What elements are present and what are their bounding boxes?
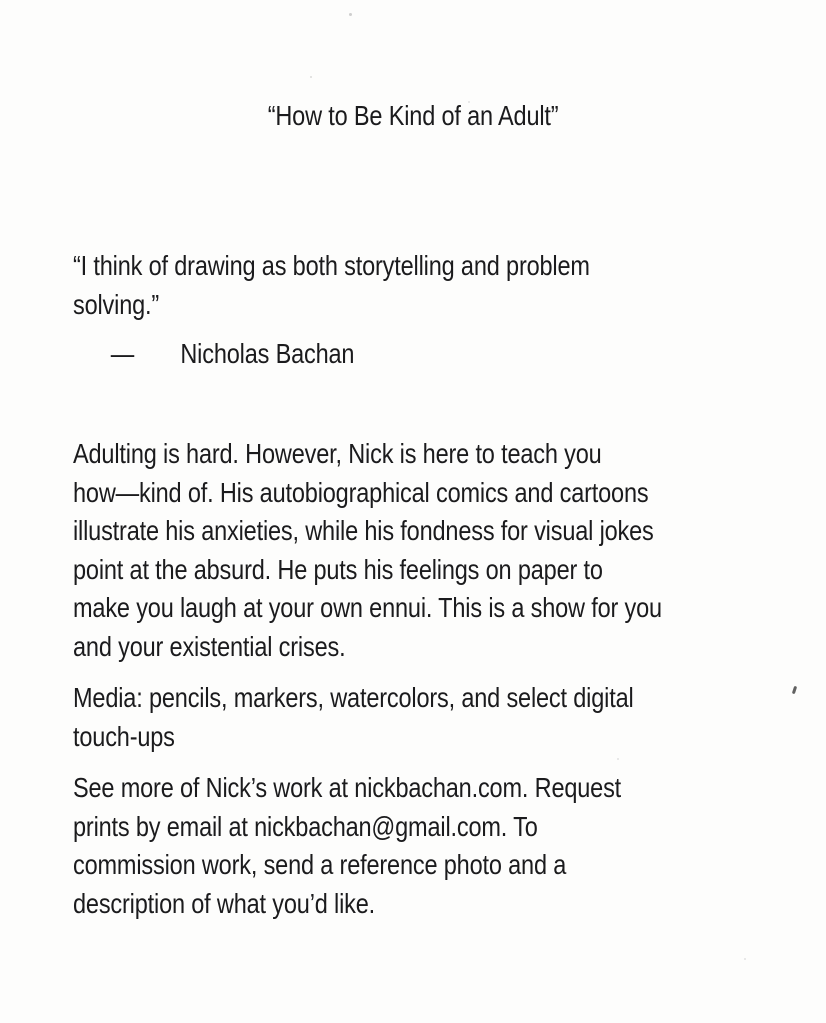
page-title (0, 97, 826, 136)
media-paragraph (73, 679, 740, 756)
quote-line: solving.” (73, 288, 160, 320)
em-dash: — (110, 338, 135, 369)
attribution-line (73, 335, 354, 374)
text-line: commission work, send a reference photo and a (73, 849, 567, 880)
text-line: make you laugh at your own ennui. This is a show for you (73, 592, 662, 623)
text-line: illustrate his anxieties, while his fondness for visual jokes (73, 515, 654, 546)
about-paragraph (73, 435, 774, 666)
scan-artifact (792, 686, 797, 695)
quote-attribution (73, 335, 408, 374)
text-line: description of what you’d like. (73, 887, 376, 919)
author-name: Nicholas Bachan (180, 338, 355, 369)
pull-quote (73, 247, 688, 324)
scan-speck (617, 758, 619, 760)
scan-speck (744, 958, 746, 960)
scan-speck (310, 76, 312, 78)
text-line: Adulting is hard. However, Nick is here to teach you (73, 438, 602, 469)
contact-paragraph (73, 769, 725, 923)
text-line: point at the absurd. He puts his feelings on paper to (73, 553, 603, 585)
text-line: Media: pencils, markers, watercolors, and select digital (73, 682, 634, 713)
text-line: how—kind of. His autobiographical comics and cartoons (73, 476, 649, 508)
text-line: See more of Nick’s work at nickbachan.com. Request (73, 772, 622, 803)
quote-line: “I think of drawing as both storytelling and problem (73, 250, 590, 281)
scan-speck (349, 13, 352, 16)
title-text: “How to Be Kind of an Adult” (267, 100, 559, 131)
text-line: and your existential crises. (73, 630, 346, 662)
text-line: prints by email at nickbachan@gmail.com. To (73, 810, 538, 842)
text-line: touch-ups (73, 720, 175, 752)
